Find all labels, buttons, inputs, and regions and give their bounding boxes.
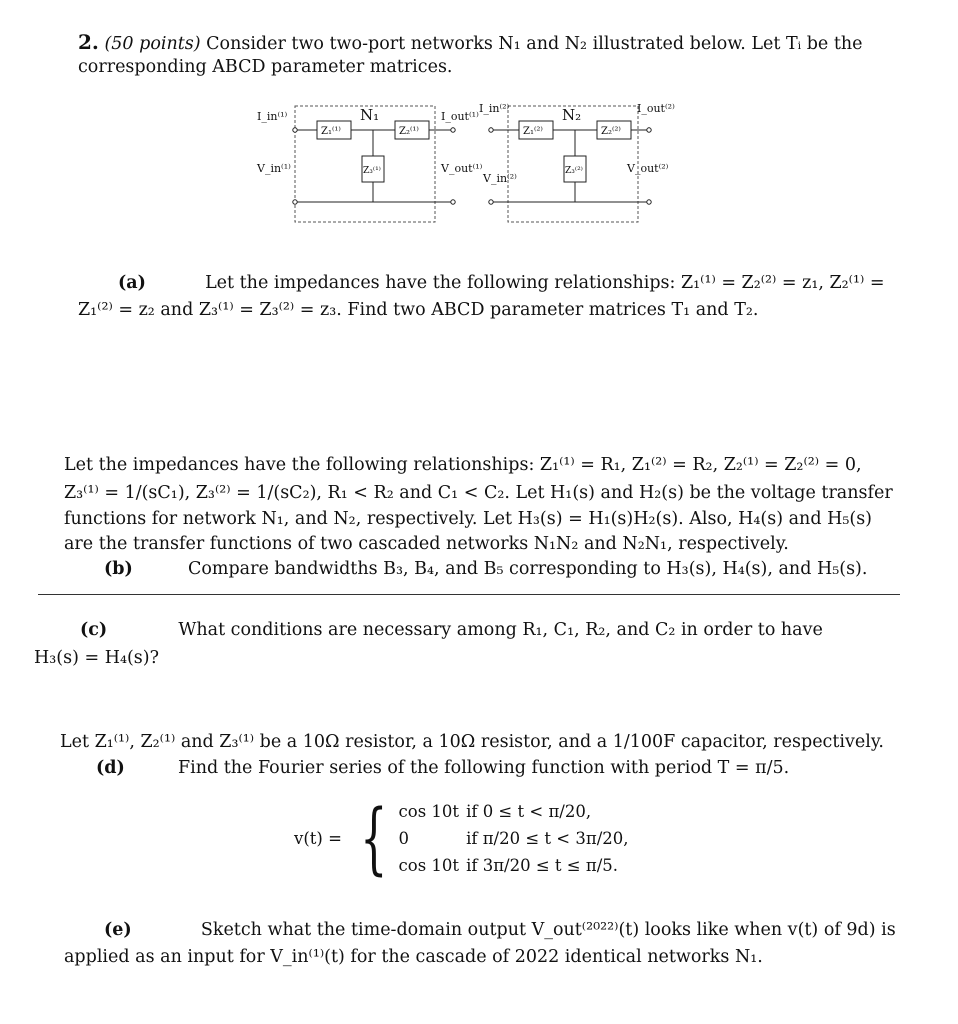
case3-cond: if 3π/20 ≤ t ≤ π/5. xyxy=(466,856,618,875)
network1-label: N₁ xyxy=(360,106,380,124)
z3-network2-label: Z₃⁽²⁾ xyxy=(565,166,583,176)
z2-network1-label: Z₂⁽¹⁾ xyxy=(399,126,419,137)
problem-intro-line1: Consider two two-port networks N₁ and N₂ illustrated below. Let Tᵢ be the xyxy=(206,34,863,54)
part-e-line1 xyxy=(104,918,896,943)
part-b-pre-line4: are the transfer functions of two cascaded networks N₁N₂ and N₂N₁, respectively. xyxy=(64,534,789,554)
part-a-label: (a) xyxy=(118,273,146,293)
iout2-label: I_out⁽²⁾ xyxy=(637,102,675,115)
horizontal-divider xyxy=(38,594,900,595)
part-c-text-line2: H₃(s) = H₄(s)? xyxy=(34,648,159,668)
part-e-text-line1: Sketch what the time-domain output V_out⁽²⁰²²⁾(t) looks like when v(t) of 9d) is xyxy=(200,920,896,940)
problem-points: (50 points) xyxy=(104,34,201,54)
part-b-pre-line2: Z₃⁽¹⁾ = 1/(sC₁), Z₃⁽²⁾ = 1/(sC₂), R₁ < R₂ and C₁ < C₂. Let H₁(s) and H₂(s) be the voltage transfer xyxy=(64,483,893,503)
part-b-pre-line1: Let the impedances have the following relationships: Z₁⁽¹⁾ = R₁, Z₁⁽²⁾ = R₂, Z₂⁽¹⁾ = Z₂⁽²⁾ = 0, xyxy=(64,455,862,475)
part-c-label: (c) xyxy=(80,620,108,640)
part-a-text-line1: Let the impedances have the following relationships: Z₁⁽¹⁾ = Z₂⁽²⁾ = z₁, Z₂⁽¹⁾ = xyxy=(205,273,885,293)
iout1-label: I_out⁽¹⁾ xyxy=(441,110,479,123)
network2-label: N₂ xyxy=(562,106,582,124)
part-e-label: (e) xyxy=(104,920,132,940)
part-d-label: (d) xyxy=(96,758,125,778)
part-b-label: (b) xyxy=(104,559,133,579)
case1-expr: cos 10t xyxy=(398,802,460,821)
piecewise-lhs: v(t) = xyxy=(294,829,342,848)
part-c-line1 xyxy=(80,618,823,643)
part-d-question xyxy=(96,756,789,781)
case3-expr: cos 10t xyxy=(398,856,460,875)
case2-cond: if π/20 ≤ t < 3π/20, xyxy=(466,829,629,848)
iin1-label: I_in⁽¹⁾ xyxy=(257,110,288,123)
piecewise-function xyxy=(294,793,636,884)
part-b-pre-line3: functions for network N₁, and N₂, respectively. Let H₃(s) = H₁(s)H₂(s). Also, H₄(s) and H₅(s) xyxy=(64,509,872,529)
vout1-label: V_out⁽¹⁾ xyxy=(441,162,483,175)
case2-expr: 0 xyxy=(398,829,410,848)
part-d-question-text: Find the Fourier series of the following function with period T = π/5. xyxy=(177,758,790,778)
problem-intro-line2: corresponding ABCD parameter matrices. xyxy=(78,57,453,77)
part-d-pre: Let Z₁⁽¹⁾, Z₂⁽¹⁾ and Z₃⁽¹⁾ be a 10Ω resistor, a 10Ω resistor, and a 1/100F capacitor, respectively. xyxy=(60,732,884,752)
two-port-circuit-diagram xyxy=(255,100,675,230)
z1-network2-label: Z₁⁽²⁾ xyxy=(523,126,543,137)
z3-network1-label: Z₃⁽¹⁾ xyxy=(363,166,381,176)
z2-network2-label: Z₂⁽²⁾ xyxy=(601,126,621,137)
vin1-label: V_in⁽¹⁾ xyxy=(257,162,291,175)
z1-network1-label: Z₁⁽¹⁾ xyxy=(321,126,341,137)
vout2-label: V_out⁽²⁾ xyxy=(627,162,669,175)
problem-header xyxy=(78,30,862,57)
problem-number: 2. xyxy=(78,30,99,54)
part-a-line1 xyxy=(118,271,885,296)
part-e-text-line2: applied as an input for V_in⁽¹⁾(t) for the cascade of 2022 identical networks N₁. xyxy=(64,947,763,967)
part-c-text-line1: What conditions are necessary among R₁, C₁, R₂, and C₂ in order to have xyxy=(178,620,823,640)
vin2-label: V_in⁽²⁾ xyxy=(483,172,517,185)
part-b-question xyxy=(104,557,867,582)
piecewise-brace: { xyxy=(360,793,388,884)
part-a-text-line2: Z₁⁽²⁾ = z₂ and Z₃⁽¹⁾ = Z₃⁽²⁾ = z₃. Find two ABCD parameter matrices T₁ and T₂. xyxy=(78,300,759,320)
iin2-label: I_in⁽²⁾ xyxy=(479,102,510,115)
part-b-question-text: Compare bandwidths B₃, B₄, and B₅ corresponding to H₃(s), H₄(s), and H₅(s). xyxy=(187,559,868,579)
case1-cond: if 0 ≤ t < π/20, xyxy=(466,802,592,821)
